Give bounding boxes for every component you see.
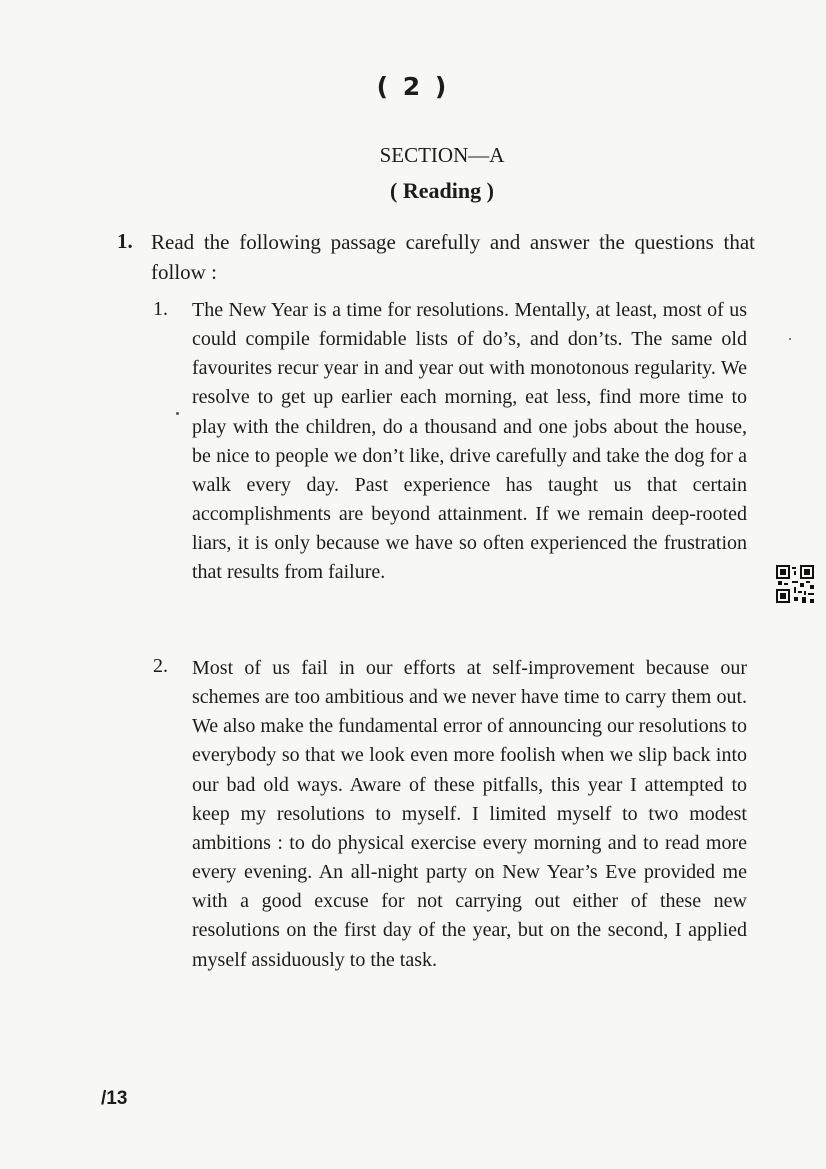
question-number: 1. (117, 229, 133, 253)
qr-code-icon (776, 565, 814, 603)
passage-paragraph: Most of us fail in our efforts at self-improvement because our schemes are too ambitious and we never have time to carry them out. We also make the fundamental error of announcing our resolutions to everybody so that we look even more foolish when we slip back into our bad old ways. Aware of these pitfalls, this year I attempted to keep my resolutions to myself. I limited myself to two modest ambitions : to do physical exercise every morning and to read more every evening. An all-night party on New Year’s Eve provided me with a good excuse for not carrying out either of these new resolutions on the first day of the year, but on the second, I applied myself assiduously to the task. (192, 657, 747, 971)
passage-paragraph: The New Year is a time for resolutions. Mentally, at least, most of us could compile formidable lists of do’s, and don’ts. The same old favourites recur year in and year out with monotonous regularity. We resolve to get up earlier each morning, eat less, find more time to play with the children, do a thousand and one jobs about the house, be nice to people we don’t like, drive carefully and take the dog for a walk every day. Past experience has taught us that certain accomplishments are beyond attainment. If we remain deep-rooted liars, it is only because we have so often experienced the frustration that results from failure. (192, 299, 747, 584)
section-title: SECTION—A (379, 143, 505, 167)
speck-mark (789, 338, 791, 340)
paragraph-number: 1. (153, 298, 168, 320)
page-number: ( 2 ) (376, 72, 450, 101)
paper-code: /13 (101, 1088, 128, 1109)
paragraph-number: 2. (153, 655, 168, 677)
section-subtitle: ( Reading ) (390, 178, 494, 203)
question-instruction: Read the following passage carefully and answer the questions that follow : (151, 230, 755, 284)
speck-mark (176, 412, 179, 415)
